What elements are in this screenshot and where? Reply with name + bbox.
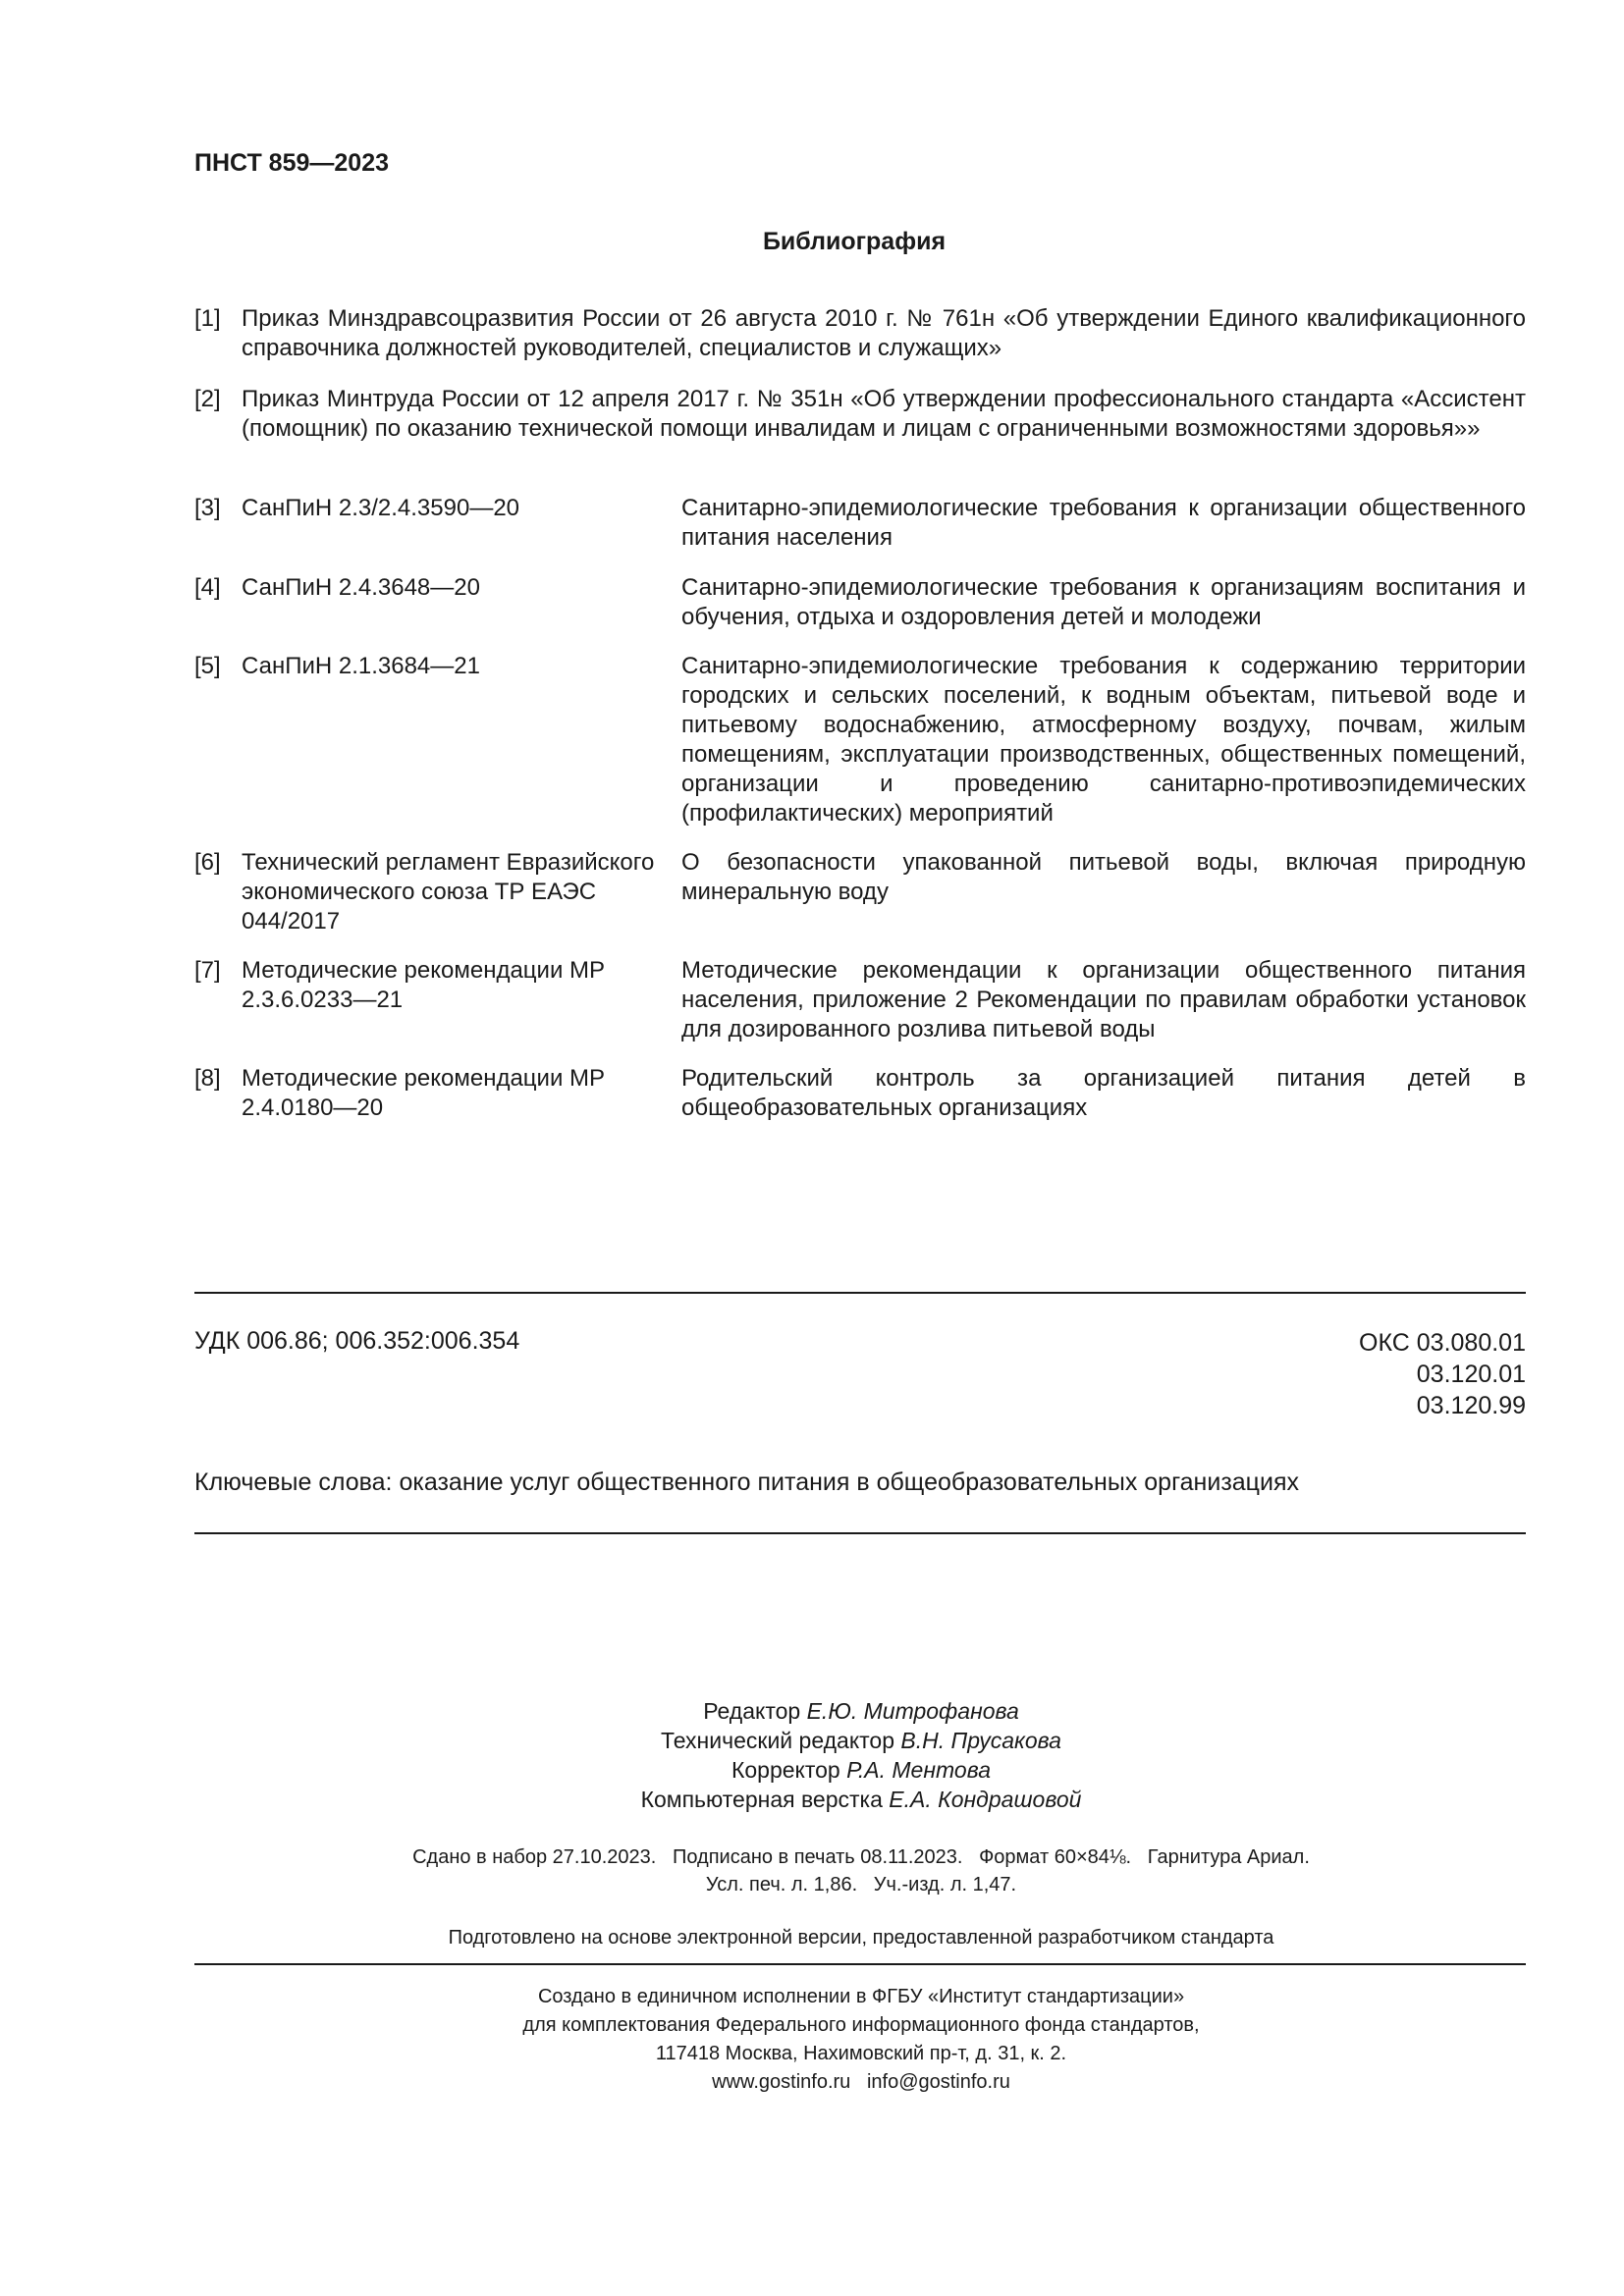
publication-info xyxy=(0,1843,1624,1898)
credit-role: Редактор xyxy=(703,1698,801,1724)
entry-text: Приказ Минтруда России от 12 апреля 2017 г. № 351н «Об утверждении профессионального стандарта «Ассистент (помощник) по оказанию технической помощи инвалидам и лицам с ограниченными возможностями здоровья»» xyxy=(242,386,1526,442)
entry-document-id: Методические рекомендации МР 2.3.6.0233—21 xyxy=(242,957,606,1013)
entry-number: [3] xyxy=(194,495,221,521)
keywords: Ключевые слова: оказание услуг общественного питания в общеобразовательных организациях xyxy=(194,1468,1299,1496)
entry-document-title: Санитарно-эпидемиологические требования к организациям воспитания и обучения, отдыха и оздоровления детей и молодежи xyxy=(681,574,1526,630)
entry-number: [6] xyxy=(194,849,221,876)
oks-code: 03.120.99 xyxy=(1416,1392,1526,1419)
entry-document-id: Технический регламент Евразийского экономического союза ТР ЕАЭС 044/2017 xyxy=(242,849,655,934)
credit-line xyxy=(0,1696,1624,1726)
publication-line: Сдано в набор 27.10.2023. Подписано в печать 08.11.2023. Формат 60×84⅛. Гарнитура Ариал. xyxy=(412,1846,1310,1868)
entry-number: [7] xyxy=(194,957,221,984)
oks-code: ОКС 03.080.01 xyxy=(1359,1329,1526,1357)
entry-number: [5] xyxy=(194,653,221,679)
footer-line: 117418 Москва, Нахимовский пр-т, д. 31, к. 2. xyxy=(655,2043,1067,2064)
credit-line xyxy=(0,1755,1624,1785)
entry-document-id: СанПиН 2.4.3648—20 xyxy=(242,574,480,601)
divider-top xyxy=(194,1292,1526,1294)
credit-role: Корректор xyxy=(731,1757,840,1783)
entry-number: [1] xyxy=(194,305,221,332)
entry-document-title: Родительский контроль за организацией питания детей в общеобразовательных организациях xyxy=(681,1065,1526,1121)
credit-name: Е.Ю. Митрофанова xyxy=(806,1698,1019,1724)
bibliography-entry-1 xyxy=(0,304,1624,365)
oks-codes xyxy=(1359,1327,1526,1421)
editorial-credits xyxy=(0,1696,1624,1814)
publisher-footer xyxy=(0,1983,1624,2097)
oks-code: 03.120.01 xyxy=(1416,1361,1526,1388)
footer-contacts xyxy=(0,2068,1624,2097)
website-link[interactable]: www.gostinfo.ru xyxy=(712,2071,851,2093)
publication-line: Усл. печ. л. 1,86. Уч.-изд. л. 1,47. xyxy=(705,1874,1017,1896)
entry-document-title: Методические рекомендации к организации общественного питания населения, приложение 2 Рекомендации по правилам обработки установок для дозированного розлива питьевой воды xyxy=(681,957,1526,1042)
footer-line: Создано в единичном исполнении в ФГБУ «Институт стандартизации» xyxy=(537,1986,1185,2007)
document-code: ПНСТ 859—2023 xyxy=(194,149,389,177)
credit-role: Компьютерная верстка xyxy=(640,1787,883,1812)
entry-document-title: Санитарно-эпидемиологические требования к содержанию территории городских и сельских поселений, к водным объектам, питьевой воде и питьевому водоснабжению, атмосферному воздуху, почвам, жилым помещениям, эксплуатации производственных, общественных помещений, организации и проведению санитарно-противоэпидемических (профилактических) мероприятий xyxy=(681,653,1526,827)
bibliography-title: Библиография xyxy=(762,228,947,255)
prepared-note: Подготовлено на основе электронной версии, предоставленной разработчиком стандарта xyxy=(448,1927,1274,1949)
credit-name: В.Н. Прусакова xyxy=(900,1728,1061,1753)
entry-document-title: О безопасности упакованной питьевой воды, включая природную минеральную воду xyxy=(681,849,1526,905)
credit-role: Технический редактор xyxy=(661,1728,895,1753)
footer-line: для комплектования Федерального информационного фонда стандартов, xyxy=(522,2014,1200,2036)
credit-name: Е.А. Кондрашовой xyxy=(889,1787,1082,1812)
entry-document-id: СанПиН 2.1.3684—21 xyxy=(242,653,480,679)
credit-line xyxy=(0,1785,1624,1814)
entry-document-id: Методические рекомендации МР 2.4.0180—20 xyxy=(242,1065,606,1121)
bibliography-entry-2 xyxy=(0,385,1624,475)
entry-number: [8] xyxy=(194,1065,221,1092)
entry-text: Приказ Минздравсоцразвития России от 26 августа 2010 г. № 761н «Об утверждении Единого квалификационного справочника должностей руководителей, специалистов и служащих» xyxy=(242,305,1526,361)
entry-document-id: СанПиН 2.3/2.4.3590—20 xyxy=(242,495,520,521)
udc-code: УДК 006.86; 006.352:006.354 xyxy=(194,1327,520,1355)
divider-bottom xyxy=(194,1963,1526,1965)
entry-number: [4] xyxy=(194,574,221,601)
credit-line xyxy=(0,1726,1624,1755)
entry-document-title: Санитарно-эпидемиологические требования к организации общественного питания населения xyxy=(681,495,1526,551)
divider-middle xyxy=(194,1532,1526,1534)
credit-name: Р.А. Ментова xyxy=(846,1757,991,1783)
entry-number: [2] xyxy=(194,386,221,412)
email-link[interactable]: info@gostinfo.ru xyxy=(866,2071,1010,2093)
